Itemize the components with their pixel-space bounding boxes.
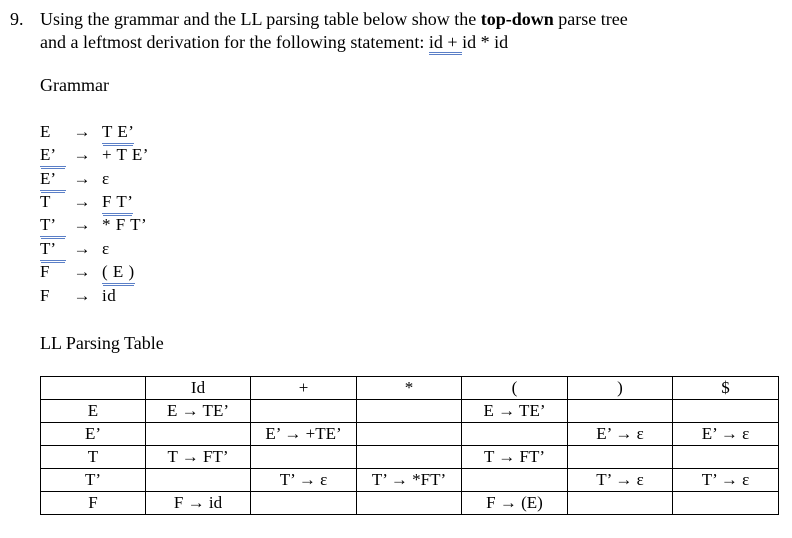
table-cell bbox=[251, 400, 357, 423]
rule-lhs: T’ bbox=[40, 213, 66, 237]
table-cell: T’ → ε bbox=[673, 469, 779, 492]
rule-arrow: → bbox=[73, 286, 91, 305]
rule-lhs: E’ bbox=[40, 167, 66, 191]
rule-lhs: T’ bbox=[40, 237, 66, 261]
question-line-1 bbox=[40, 8, 628, 31]
table-header-row bbox=[41, 377, 779, 400]
table-cell bbox=[357, 400, 462, 423]
table-row bbox=[41, 423, 779, 446]
table-cell bbox=[357, 446, 462, 469]
table-cell bbox=[357, 423, 462, 446]
question-line-2 bbox=[40, 31, 508, 54]
rule-rhs: ε bbox=[102, 239, 110, 258]
rule-rhs: ε bbox=[102, 169, 110, 188]
table-row-label: T’ bbox=[41, 469, 146, 492]
table-cell: E’ → +TE’ bbox=[251, 423, 357, 446]
table-heading: LL Parsing Table bbox=[40, 333, 164, 353]
table-cell: F → id bbox=[146, 492, 251, 515]
table-row bbox=[41, 446, 779, 469]
table-header-cell: * bbox=[357, 377, 462, 400]
rule-arrow: → bbox=[73, 215, 91, 234]
table-cell: T’ → *FT’ bbox=[357, 469, 462, 492]
table-cell: F → (E) bbox=[462, 492, 568, 515]
question-number: 9. bbox=[10, 9, 24, 29]
rule-lhs: F bbox=[40, 286, 50, 305]
question-text-start: Using the grammar and the LL parsing table below show the bbox=[40, 9, 481, 29]
table-cell: E’ → ε bbox=[673, 423, 779, 446]
rule-arrow: → bbox=[73, 192, 91, 211]
question-text-end: parse tree bbox=[553, 9, 628, 29]
table-row-label: E bbox=[41, 400, 146, 423]
table-cell bbox=[462, 469, 568, 492]
rule-lhs: F bbox=[40, 262, 50, 281]
rule-arrow: → bbox=[73, 262, 91, 281]
table-header-cell: + bbox=[251, 377, 357, 400]
table-header-cell: ) bbox=[568, 377, 673, 400]
rule-lhs: T bbox=[40, 192, 51, 211]
rule-lhs: E’ bbox=[40, 143, 66, 167]
table-cell: E → TE’ bbox=[462, 400, 568, 423]
table-cell bbox=[568, 446, 673, 469]
table-header-cell: $ bbox=[673, 377, 779, 400]
rule-arrow: → bbox=[73, 122, 91, 141]
table-cell: T’ → ε bbox=[251, 469, 357, 492]
table-cell: E → TE’ bbox=[146, 400, 251, 423]
ll-parsing-table bbox=[40, 376, 779, 515]
table-row-label: T bbox=[41, 446, 146, 469]
ll-table-body bbox=[41, 377, 779, 515]
table-header-cell: ( bbox=[462, 377, 568, 400]
table-row-label: E’ bbox=[41, 423, 146, 446]
table-cell bbox=[357, 492, 462, 515]
table-cell bbox=[251, 492, 357, 515]
table-cell bbox=[568, 400, 673, 423]
table-row-label: F bbox=[41, 492, 146, 515]
rule-lhs: E bbox=[40, 122, 51, 141]
table-header-cell: Id bbox=[146, 377, 251, 400]
rule-rhs: ( E ) bbox=[102, 260, 135, 284]
grammar-heading: Grammar bbox=[40, 75, 109, 95]
rule-arrow: → bbox=[73, 145, 91, 164]
statement-rest: id * id bbox=[462, 32, 509, 52]
table-cell bbox=[462, 423, 568, 446]
table-cell bbox=[146, 469, 251, 492]
rule-rhs: T E’ bbox=[102, 120, 134, 144]
table-cell: E’ → ε bbox=[568, 423, 673, 446]
table-cell bbox=[673, 492, 779, 515]
statement-underlined-part: id + bbox=[429, 32, 462, 55]
table-cell bbox=[146, 423, 251, 446]
table-cell bbox=[251, 446, 357, 469]
question-text-line2: and a leftmost derivation for the following statement: bbox=[40, 32, 429, 52]
table-cell: T → FT’ bbox=[146, 446, 251, 469]
table-cell: T → FT’ bbox=[462, 446, 568, 469]
table-row bbox=[41, 400, 779, 423]
rule-rhs: + T E’ bbox=[102, 145, 149, 164]
rule-arrow: → bbox=[73, 239, 91, 258]
rule-rhs: F T’ bbox=[102, 190, 133, 214]
table-row bbox=[41, 492, 779, 515]
table-cell bbox=[673, 446, 779, 469]
question-bold-term: top-down bbox=[480, 9, 554, 29]
table-header-cell bbox=[41, 377, 146, 400]
table-cell bbox=[673, 400, 779, 423]
rule-rhs: id bbox=[102, 286, 117, 305]
rule-rhs: * F T’ bbox=[102, 215, 148, 234]
table-cell bbox=[568, 492, 673, 515]
rule-arrow: → bbox=[73, 169, 91, 188]
table-row bbox=[41, 469, 779, 492]
table-cell: T’ → ε bbox=[568, 469, 673, 492]
